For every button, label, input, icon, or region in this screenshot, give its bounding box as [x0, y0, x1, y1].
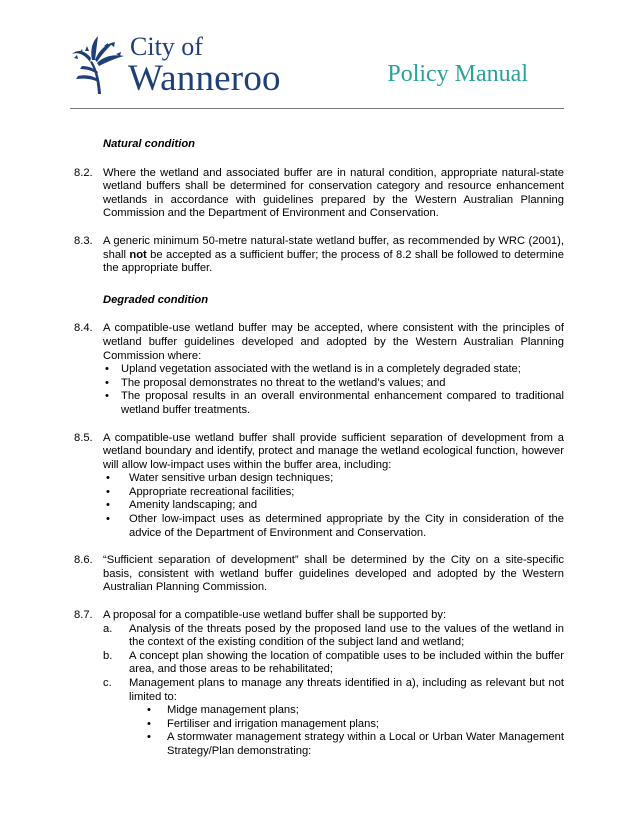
- clause-number: 8.6.: [74, 554, 93, 567]
- list-item: • Amenity landscaping; and: [103, 499, 564, 513]
- item-text: Analysis of the threats posed by the proposed land use to the values of the wetland in the context of the existing condition of the subject land and wetland;: [129, 622, 564, 649]
- city-of-wanneroo-logo: [70, 32, 290, 99]
- clause-text: [103, 235, 564, 276]
- clause-number: 8.2.: [74, 166, 93, 179]
- lettered-list: [103, 623, 564, 759]
- header-divider: [70, 108, 564, 109]
- clause-number: 8.3.: [74, 234, 93, 247]
- clause-text: A proposal for a compatible-use wetland buffer shall be supported by:: [103, 609, 447, 622]
- list-item: [103, 677, 564, 759]
- clause-8-3: [74, 235, 564, 276]
- clause-text: Where the wetland and associated buffer are in natural condition, appropriate natural-state wetland buffers shall be determined for conservation category and resource enhancement wetlands in accordance with guidelines prepared by the Western Australian Planning Commission and the Department of Environment and Conservation.: [103, 166, 564, 220]
- bullet-list: [103, 472, 564, 540]
- item-letter: c.: [103, 677, 112, 689]
- list-item: • Midge management plans;: [145, 704, 564, 718]
- emphasis-not: not: [129, 248, 147, 261]
- clause-8-4: [74, 322, 564, 417]
- kangaroo-paw-logo-icon: [70, 36, 126, 94]
- clause-text-part: A generic minimum 50-metre natural-state wetland buffer, as recommended by WRC (2001), shall: [103, 234, 564, 261]
- item-letter: a.: [103, 622, 113, 635]
- clause-8-7: [74, 609, 564, 759]
- list-item: • A stormwater management strategy within a Local or Urban Water Management Strategy/Plan demonstrating:: [145, 731, 564, 758]
- bullet-list: [103, 363, 564, 417]
- list-item: • Other low-impact uses as determined appropriate by the City in consideration of the advice of the Department of Environment and Conservation.: [103, 513, 564, 540]
- logo-text-city-of: City of: [130, 32, 203, 61]
- clause-number: 8.4.: [74, 322, 93, 335]
- clause-text: A compatible-use wetland buffer may be accepted, where consistent with the principles of wetland buffer guidelines developed and adopted by the Western Australian Planning Commission where:: [103, 322, 564, 362]
- list-item: • Appropriate recreational facilities;: [103, 486, 564, 500]
- clause-number: 8.7.: [74, 609, 93, 622]
- clause-text-part: be accepted as a sufficient buffer; the process of 8.2 shall be followed to determine the appropriate buffer.: [103, 248, 564, 275]
- clause-8-6: [74, 554, 564, 595]
- clause-text: A compatible-use wetland buffer shall provide sufficient separation of development from a wetland boundary and identify, protect and manage the wetland ecological function, however will allow low-impact uses within the buffer area, including:: [103, 431, 564, 471]
- clause-8-2: [74, 167, 564, 221]
- list-item: • The proposal results in an overall environmental enhancement compared to traditional wetland buffer treatments.: [103, 390, 564, 417]
- clause-8-5: [74, 432, 564, 541]
- list-item: [103, 623, 564, 650]
- section-heading-natural-condition: Natural condition: [103, 138, 195, 150]
- item-text: A concept plan showing the location of compatible uses to be included within the buffer area, and those areas to be rehabilitated;: [129, 649, 564, 676]
- document-body: [74, 138, 564, 773]
- clause-text: “Sufficient separation of development” shall be determined by the City on a site-specific basis, consistent with wetland buffer guidelines developed and adopted by the Western Australian Planning Commission.: [103, 554, 564, 594]
- policy-manual-title: Policy Manual: [387, 61, 528, 87]
- item-text: Management plans to manage any threats identified in a), including as relevant but not limited to:: [129, 677, 564, 703]
- item-letter: b.: [103, 649, 113, 662]
- section-heading-degraded-condition: Degraded condition: [103, 293, 209, 306]
- list-item: • Upland vegetation associated with the wetland is in a completely degraded state;: [103, 363, 564, 377]
- list-item: • Water sensitive urban design techniques;: [103, 472, 564, 486]
- sub-bullet-list: [145, 704, 564, 758]
- logo-text-wanneroo: Wanneroo: [128, 58, 281, 99]
- list-item: • The proposal demonstrates no threat to the wetland’s values; and: [103, 377, 564, 391]
- list-item: [103, 650, 564, 677]
- list-item: • Fertiliser and irrigation management plans;: [145, 718, 564, 732]
- clause-number: 8.5.: [74, 431, 93, 444]
